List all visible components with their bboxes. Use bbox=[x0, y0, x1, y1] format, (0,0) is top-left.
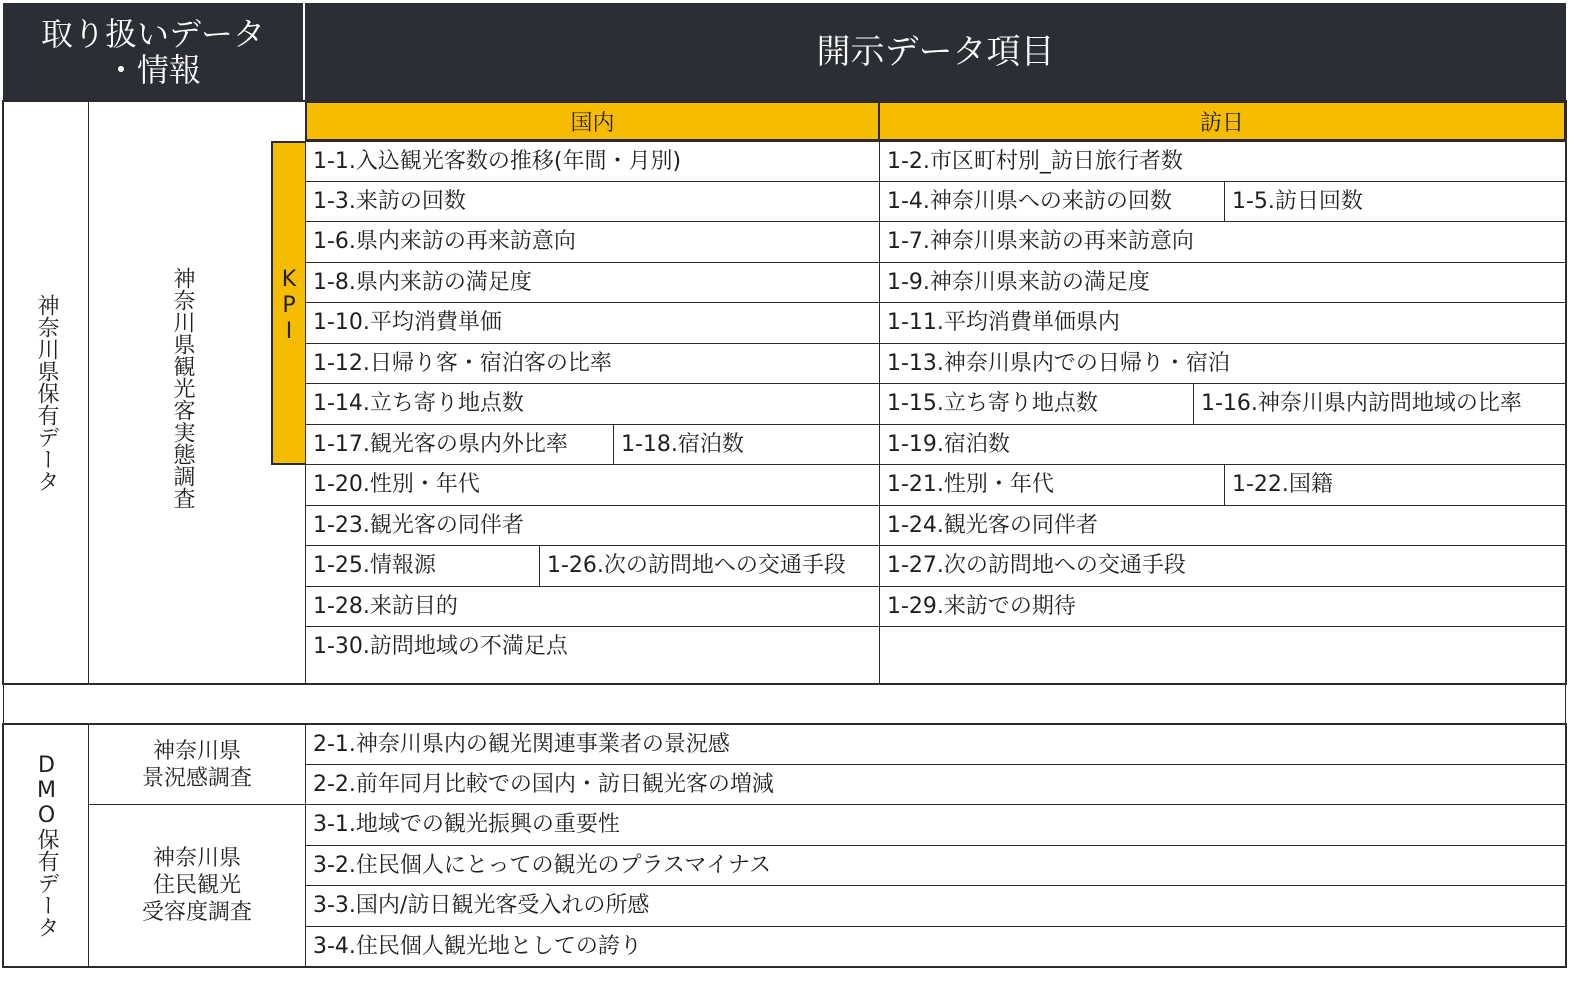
header-left-line2: ・情報 bbox=[104, 51, 201, 89]
survey-label-keikyokan bbox=[88, 724, 306, 805]
inbound-item: 1-24.観光客の同伴者 bbox=[879, 505, 1566, 546]
inbound-item: 1-11.平均消費単価県内 bbox=[879, 302, 1566, 344]
domestic-item: 1-25.情報源 bbox=[305, 545, 540, 587]
band-domestic: 国内 bbox=[305, 101, 880, 141]
header-left-line1: 取り扱いデータ bbox=[40, 15, 265, 53]
domestic-item: 1-23.観光客の同伴者 bbox=[305, 505, 880, 546]
survey-label-juyodo-line1: 神奈川県 bbox=[152, 846, 241, 871]
dmo-item: 2-2.前年同月比較での国内・訪日観光客の増減 bbox=[305, 764, 1566, 805]
kpi-letter-p: P bbox=[282, 293, 296, 318]
survey-label-keikyokan-line2: 景況感調査 bbox=[141, 765, 252, 791]
domestic-item: 1-10.平均消費単価 bbox=[305, 302, 880, 344]
domestic-item: 1-28.来訪目的 bbox=[305, 586, 880, 627]
dmo-item: 3-2.住民個人にとっての観光のプラスマイナス bbox=[305, 845, 1566, 886]
header-left bbox=[3, 3, 305, 101]
kpi-letter-k: K bbox=[281, 267, 297, 292]
survey-label-keikyokan-line1: 神奈川県 bbox=[152, 738, 241, 764]
inbound-item: 1-22.国籍 bbox=[1224, 464, 1566, 506]
dmo-item: 3-1.地域での観光振興の重要性 bbox=[305, 804, 1566, 846]
spacer-row bbox=[3, 683, 1566, 725]
inbound-item: 1-19.宿泊数 bbox=[879, 424, 1566, 465]
inbound-item: 1-9.神奈川県来訪の満足度 bbox=[879, 262, 1566, 303]
inbound-item bbox=[879, 626, 1566, 684]
inbound-item: 1-21.性別・年代 bbox=[879, 464, 1225, 506]
domestic-item: 1-30.訪問地域の不満足点 bbox=[305, 626, 880, 684]
domestic-item: 1-14.立ち寄り地点数 bbox=[305, 383, 880, 425]
domestic-item: 1-12.日帰り客・宿泊客の比率 bbox=[305, 343, 880, 384]
inbound-item: 1-7.神奈川県来訪の再来訪意向 bbox=[879, 221, 1566, 263]
domestic-item: 1-18.宿泊数 bbox=[613, 424, 880, 465]
inbound-item: 1-2.市区町村別_訪日旅行者数 bbox=[879, 141, 1566, 182]
domestic-item: 1-17.観光客の県内外比率 bbox=[305, 424, 614, 465]
survey-label-juyodo bbox=[88, 804, 306, 967]
dmo-item: 3-3.国内/訪日観光客受入れの所感 bbox=[305, 885, 1566, 927]
dmo-item: 3-4.住民個人観光地としての誇り bbox=[305, 926, 1566, 967]
domestic-item: 1-1.入込観光客数の推移(年間・月別) bbox=[305, 141, 880, 182]
band-inbound: 訪日 bbox=[879, 101, 1566, 141]
domestic-item: 1-3.来訪の回数 bbox=[305, 181, 880, 222]
group-label-kanagawa-text: 神奈川県保有データ bbox=[34, 293, 59, 492]
inbound-item: 1-15.立ち寄り地点数 bbox=[879, 383, 1194, 425]
kpi-letter-i: I bbox=[285, 319, 293, 344]
inbound-item: 1-4.神奈川県への来訪の回数 bbox=[879, 181, 1225, 222]
domestic-item: 1-26.次の訪問地への交通手段 bbox=[539, 545, 880, 587]
dmo-item: 2-1.神奈川県内の観光関連事業者の景況感 bbox=[305, 724, 1566, 765]
inbound-item: 1-27.次の訪問地への交通手段 bbox=[879, 545, 1566, 587]
inbound-item: 1-29.来訪での期待 bbox=[879, 586, 1566, 627]
inbound-item: 1-13.神奈川県内での日帰り・宿泊 bbox=[879, 343, 1566, 384]
domestic-item: 1-6.県内来訪の再来訪意向 bbox=[305, 221, 880, 263]
domestic-item: 1-20.性別・年代 bbox=[305, 464, 880, 506]
domestic-item: 1-8.県内来訪の満足度 bbox=[305, 262, 880, 303]
header-right: 開示データ項目 bbox=[305, 3, 1566, 101]
survey-label-juyodo-line2: 住民観光 bbox=[152, 873, 241, 898]
group-label-dmo-text: DMO保有データ bbox=[34, 753, 59, 938]
group-label-kanagawa bbox=[3, 101, 89, 684]
survey-label-jittai-text: 神奈川県観光客実態調査 bbox=[170, 267, 195, 509]
group-label-dmo bbox=[3, 724, 89, 967]
inbound-item: 1-5.訪日回数 bbox=[1224, 181, 1566, 222]
kpi-label bbox=[271, 141, 305, 465]
survey-label-juyodo-line3: 受容度調査 bbox=[141, 900, 252, 925]
inbound-item: 1-16.神奈川県内訪問地域の比率 bbox=[1193, 383, 1566, 425]
